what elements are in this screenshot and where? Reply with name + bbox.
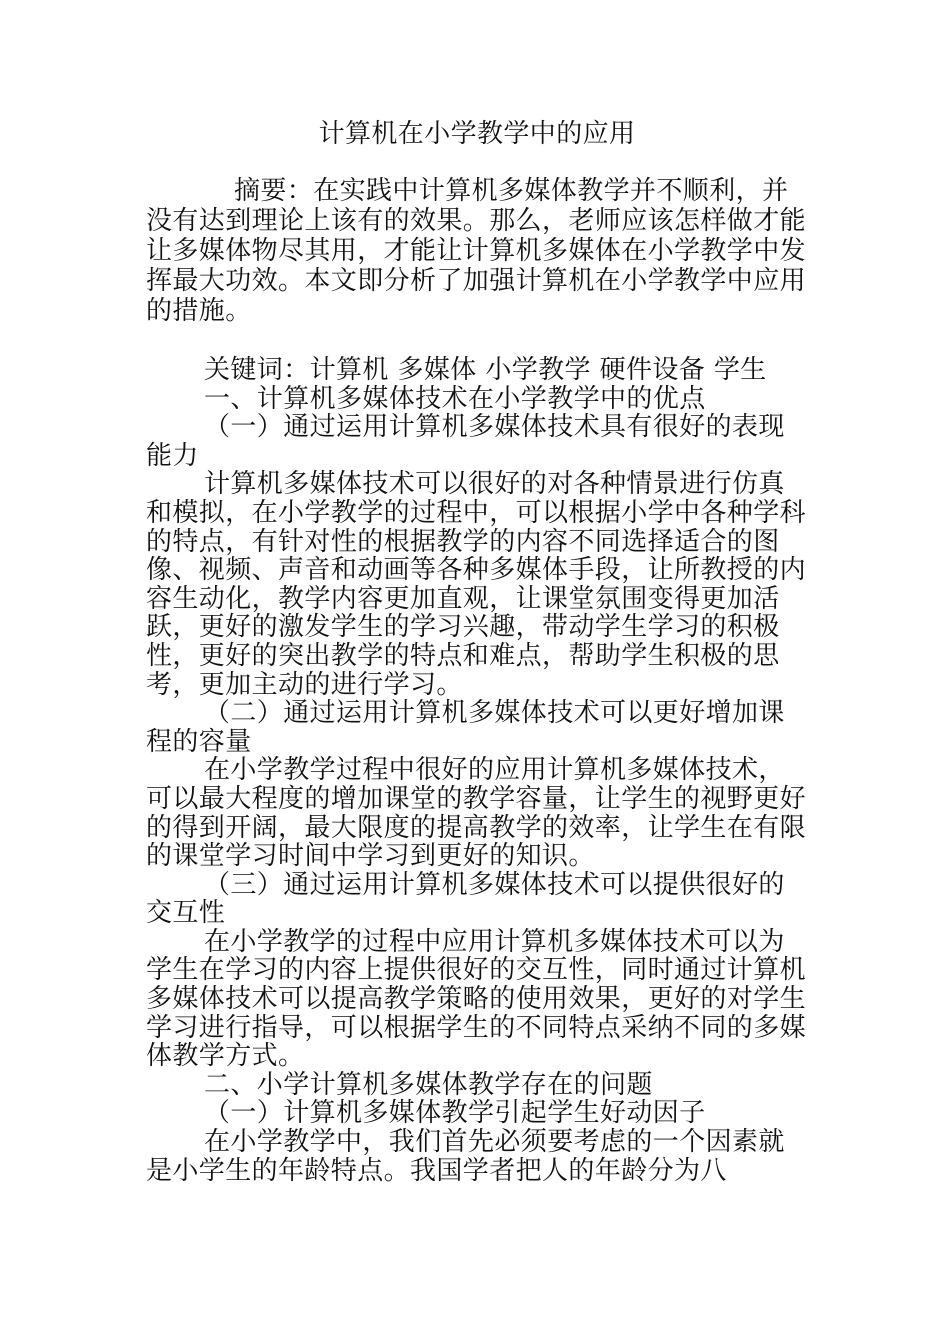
abstract: 摘要：在实践中计算机多媒体教学并不顺利，并没有达到理论上该有的效果。那么，老师应该怎样做才能让多媒体物尽其用，才能让计算机多媒体在小学教学中发挥最大功效。本文即分析了加强计算机在小学教学中应用的措施。 xyxy=(146,176,807,326)
keywords: 关键词：计算机 多媒体 小学教学 硬件设备 学生 xyxy=(204,355,767,385)
section-1-sub-2-heading: （二）通过运用计算机多媒体技术可以更好增加课程的容量 xyxy=(146,698,785,757)
section-2-sub-1-body: 在小学教学中，我们首先必须要考虑的一个因素就是小学生的年龄特点。我国学者把人的年龄分为八 xyxy=(146,1127,785,1186)
section-2-heading: 二、小学计算机多媒体教学存在的问题 xyxy=(204,1069,653,1100)
document-content xyxy=(146,118,808,1185)
section-2-sub-1-heading: （一）计算机多媒体教学引起学生好动因子 xyxy=(204,1098,706,1129)
section-1-sub-1-heading: （一）通过运用计算机多媒体技术具有很好的表现能力 xyxy=(146,412,785,471)
section-1-sub-3-body: 在小学教学的过程中应用计算机多媒体技术可以为学生在学习的内容上提供很好的交互性，同时通过计算机多媒体技术可以提高教学策略的使用效果，更好的对学生学习进行指导，可以根据学生的不同特点采纳不同的多媒体教学方式。 xyxy=(146,926,807,1072)
section-1-sub-2-body: 在小学教学过程中很好的应用计算机多媒体技术，可以最大程度的增加课堂的教学容量，让学生的视野更好的得到开阔，最大限度的提高教学的效率，让学生在有限的课堂学习时间中学习到更好的知识。 xyxy=(146,755,807,872)
section-1-heading: 一、计算机多媒体技术在小学教学中的优点 xyxy=(204,383,706,414)
section-1-sub-1-body: 计算机多媒体技术可以很好的对各种情景进行仿真和模拟，在小学教学的过程中，可以根据小学中各种学科的特点，有针对性的根据教学的内容不同选择适合的图像、视频、声音和动画等各种多媒体手段，让所教授的内容生动化，教学内容更加直观，让课堂氛围变得更加活跃，更好的激发学生的学习兴趣，带动学生学习的积极性，更好的突出教学的特点和难点，帮助学生积极的思考，更加主动的进行学习。 xyxy=(146,469,807,700)
section-1-sub-3-heading: （三）通过运用计算机多媒体技术可以提供很好的交互性 xyxy=(146,869,785,929)
document-title: 计算机在小学教学中的应用 xyxy=(318,119,636,149)
